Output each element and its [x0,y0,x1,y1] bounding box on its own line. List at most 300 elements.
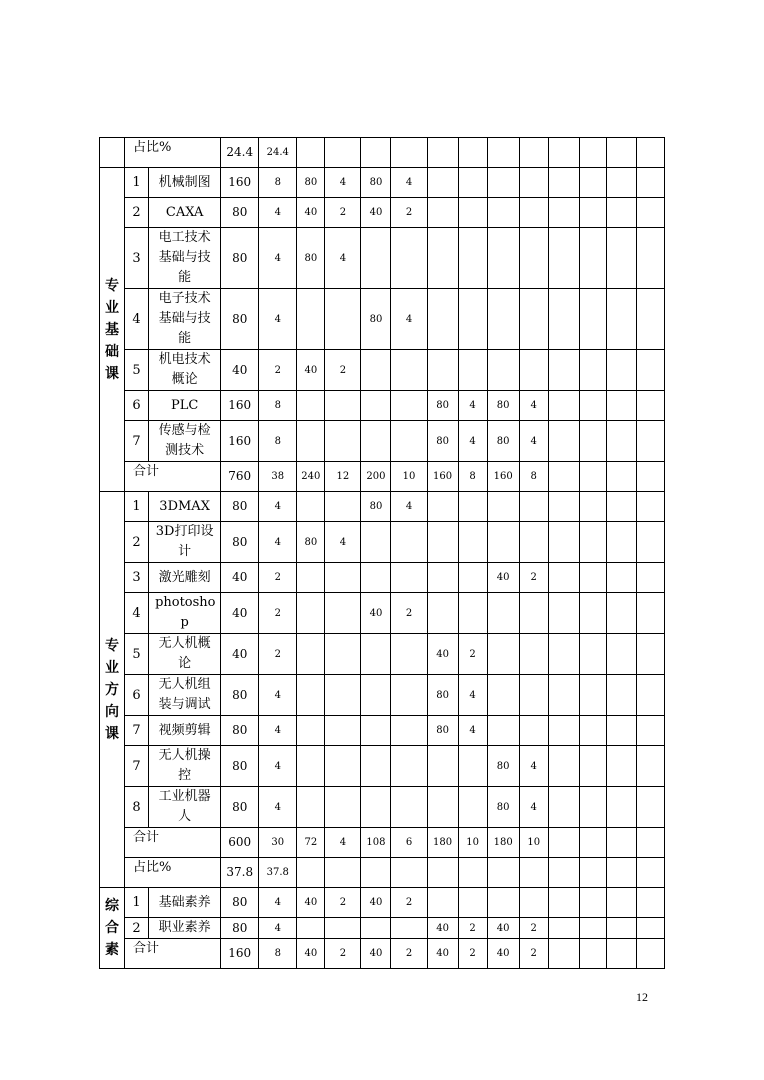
hours-cell [579,787,606,828]
course-name: 无人机概 论 [149,634,221,675]
row-index: 2 [125,918,149,939]
hours-cell [519,716,548,746]
total-row [100,462,665,492]
hours-cell: 4 [259,746,297,787]
hours-cell: 4 [325,168,361,198]
hours-cell: 108 [361,828,391,858]
table-row [100,746,665,787]
empty-cell [579,138,606,168]
row-index: 2 [125,522,149,563]
hours-cell [458,198,487,228]
hours-cell [458,522,487,563]
hours-cell [519,492,548,522]
hours-cell [427,593,458,634]
empty-cell [458,858,487,888]
hours-cell [606,828,636,858]
hours-cell: 8 [259,168,297,198]
hours-cell [579,746,606,787]
course-hours-table [99,137,665,969]
category-cell: 专 业 基 础 课 [100,168,125,492]
hours-cell [636,634,664,675]
hours-cell: 80 [221,492,259,522]
hours-cell [391,421,427,462]
empty-cell [519,138,548,168]
empty-cell [391,858,427,888]
row-index: 1 [125,168,149,198]
course-name: 传感与检 测技术 [149,421,221,462]
table-row [100,675,665,716]
hours-cell [391,563,427,593]
ratio-row [100,138,665,168]
hours-cell: 2 [458,918,487,939]
hours-cell: 2 [259,634,297,675]
hours-cell: 80 [221,675,259,716]
empty-cell [487,138,519,168]
hours-cell: 10 [519,828,548,858]
hours-cell: 4 [259,198,297,228]
hours-cell: 2 [391,939,427,969]
hours-cell [548,563,579,593]
hours-cell [427,746,458,787]
hours-cell: 80 [361,289,391,350]
hours-cell: 4 [391,492,427,522]
hours-cell [458,168,487,198]
hours-cell [548,888,579,918]
hours-cell [579,522,606,563]
hours-cell [579,888,606,918]
hours-cell [297,918,325,939]
hours-cell: 80 [221,716,259,746]
hours-cell [548,593,579,634]
hours-cell: 80 [427,391,458,421]
hours-cell: 4 [458,391,487,421]
hours-cell [391,350,427,391]
total-label: 合计 [125,462,221,492]
hours-cell [636,787,664,828]
hours-cell [325,716,361,746]
row-index: 7 [125,746,149,787]
hours-cell [519,198,548,228]
hours-cell: 80 [297,228,325,289]
hours-cell: 10 [391,462,427,492]
hours-cell: 2 [458,634,487,675]
hours-cell [606,675,636,716]
hours-cell: 40 [361,593,391,634]
course-name: 电子技术 基础与技 能 [149,289,221,350]
hours-cell [606,350,636,391]
hours-cell: 2 [325,350,361,391]
hours-cell [606,168,636,198]
hours-cell: 4 [259,888,297,918]
hours-cell [458,350,487,391]
hours-cell [427,888,458,918]
hours-cell [519,634,548,675]
hours-cell [636,888,664,918]
hours-cell [548,350,579,391]
hours-cell: 80 [487,391,519,421]
row-index: 4 [125,593,149,634]
row-index: 7 [125,716,149,746]
table-row [100,593,665,634]
ratio-row [100,858,665,888]
hours-cell [325,289,361,350]
hours-cell [487,634,519,675]
hours-cell [325,746,361,787]
hours-cell: 12 [325,462,361,492]
page-number: 12 [636,990,648,1004]
hours-cell [297,787,325,828]
category-cell: 综 合 素 [100,888,125,969]
hours-cell: 160 [487,462,519,492]
hours-cell [636,462,664,492]
hours-cell [391,391,427,421]
table-row [100,787,665,828]
hours-cell [297,746,325,787]
hours-cell [548,168,579,198]
course-name: 工业机器 人 [149,787,221,828]
hours-cell: 8 [259,421,297,462]
hours-cell: 40 [221,634,259,675]
hours-cell [579,716,606,746]
hours-cell [579,492,606,522]
empty-cell [458,138,487,168]
hours-cell [579,421,606,462]
hours-cell [548,675,579,716]
hours-cell: 80 [221,289,259,350]
hours-cell: 2 [325,939,361,969]
hours-cell: 180 [427,828,458,858]
total-label: 合计 [125,828,221,858]
hours-cell: 80 [487,746,519,787]
hours-cell: 40 [297,198,325,228]
hours-cell [519,228,548,289]
hours-cell [487,675,519,716]
hours-cell [606,492,636,522]
hours-cell [606,228,636,289]
hours-cell [458,787,487,828]
hours-cell: 4 [259,787,297,828]
hours-cell [636,391,664,421]
row-index: 6 [125,391,149,421]
hours-cell [325,492,361,522]
empty-cell [548,138,579,168]
hours-cell [458,289,487,350]
category-cell-empty [100,138,125,168]
hours-cell: 2 [391,593,427,634]
table-row [100,563,665,593]
hours-cell [361,918,391,939]
hours-cell: 4 [391,289,427,350]
hours-cell [487,350,519,391]
hours-cell: 40 [487,918,519,939]
hours-cell [636,939,664,969]
hours-cell: 40 [361,198,391,228]
hours-cell [636,593,664,634]
empty-cell [297,138,325,168]
hours-cell [606,716,636,746]
hours-cell [606,939,636,969]
hours-cell [325,563,361,593]
hours-cell [361,522,391,563]
hours-cell: 72 [297,828,325,858]
table-row [100,350,665,391]
hours-cell: 80 [427,716,458,746]
hours-cell [458,593,487,634]
hours-cell: 40 [297,350,325,391]
course-name: 无人机操 控 [149,746,221,787]
category-cell: 专 业 方 向 课 [100,492,125,888]
hours-cell: 4 [458,675,487,716]
hours-cell [361,391,391,421]
hours-cell [361,716,391,746]
hours-cell: 80 [221,746,259,787]
course-name: 激光雕刻 [149,563,221,593]
course-name: photosho p [149,593,221,634]
hours-cell [297,634,325,675]
hours-cell: 80 [221,522,259,563]
hours-cell [297,492,325,522]
hours-cell [579,391,606,421]
hours-cell: 4 [325,522,361,563]
hours-cell [636,492,664,522]
hours-cell [636,522,664,563]
hours-cell [487,716,519,746]
hours-cell [487,522,519,563]
hours-cell [548,634,579,675]
hours-cell: 40 [361,939,391,969]
hours-cell [361,350,391,391]
empty-cell [606,858,636,888]
hours-cell: 2 [519,939,548,969]
row-index: 3 [125,563,149,593]
hours-cell: 4 [259,918,297,939]
hours-cell [487,289,519,350]
hours-cell [427,787,458,828]
hours-cell: 4 [458,421,487,462]
hours-cell [579,593,606,634]
hours-cell: 40 [487,563,519,593]
hours-cell [427,228,458,289]
table-row [100,421,665,462]
table-row [100,289,665,350]
hours-cell [391,746,427,787]
hours-cell [548,828,579,858]
table-row [100,918,665,939]
hours-cell: 40 [221,563,259,593]
hours-cell [606,289,636,350]
hours-cell [427,289,458,350]
hours-cell [325,918,361,939]
hours-cell: 2 [519,918,548,939]
total-row [100,939,665,969]
hours-cell: 160 [221,421,259,462]
hours-cell [325,421,361,462]
hours-cell: 760 [221,462,259,492]
hours-cell [636,828,664,858]
hours-cell [548,746,579,787]
hours-cell [325,593,361,634]
hours-cell [606,198,636,228]
row-index: 6 [125,675,149,716]
hours-cell [606,421,636,462]
table-row [100,888,665,918]
hours-cell [606,918,636,939]
hours-cell [579,168,606,198]
hours-cell: 2 [259,593,297,634]
ratio-value: 37.8 [221,858,259,888]
ratio-value: 24.4 [221,138,259,168]
ratio-label: 占比% [125,858,221,888]
hours-cell: 4 [259,522,297,563]
course-name: CAXA [149,198,221,228]
empty-cell [636,138,664,168]
hours-cell [391,716,427,746]
hours-cell [519,168,548,198]
empty-cell [519,858,548,888]
hours-cell [548,462,579,492]
hours-cell [297,716,325,746]
hours-cell: 80 [297,522,325,563]
course-name: PLC [149,391,221,421]
hours-cell [636,289,664,350]
hours-cell [579,563,606,593]
hours-cell: 160 [221,391,259,421]
hours-cell: 2 [391,198,427,228]
hours-cell [458,492,487,522]
hours-cell [548,198,579,228]
hours-cell: 10 [458,828,487,858]
table-row [100,492,665,522]
hours-cell [579,350,606,391]
hours-cell [361,421,391,462]
hours-cell: 180 [487,828,519,858]
hours-cell [391,675,427,716]
hours-cell: 40 [221,350,259,391]
hours-cell [548,918,579,939]
hours-cell [361,634,391,675]
empty-cell [391,138,427,168]
hours-cell: 40 [427,918,458,939]
empty-cell [636,858,664,888]
hours-cell [325,391,361,421]
hours-cell: 4 [259,716,297,746]
hours-cell: 160 [221,939,259,969]
total-row [100,828,665,858]
hours-cell [487,198,519,228]
hours-cell: 4 [325,228,361,289]
hours-cell [487,492,519,522]
hours-cell [427,350,458,391]
empty-cell [548,858,579,888]
hours-cell [391,228,427,289]
total-label: 合计 [125,939,221,969]
hours-cell [297,675,325,716]
row-index: 5 [125,634,149,675]
hours-cell [487,168,519,198]
hours-cell [579,939,606,969]
hours-cell: 160 [427,462,458,492]
hours-cell: 4 [519,421,548,462]
hours-cell [391,918,427,939]
hours-cell [391,787,427,828]
hours-cell: 80 [221,787,259,828]
hours-cell: 40 [487,939,519,969]
table-row [100,716,665,746]
hours-cell [427,522,458,563]
hours-cell: 240 [297,462,325,492]
hours-cell [579,918,606,939]
course-name: 机械制图 [149,168,221,198]
hours-cell [519,675,548,716]
hours-cell: 80 [221,888,259,918]
hours-cell [361,787,391,828]
table-row [100,228,665,289]
table-body [100,138,665,969]
hours-cell: 4 [325,828,361,858]
hours-cell [519,593,548,634]
hours-cell [361,563,391,593]
hours-cell [606,391,636,421]
table-row [100,168,665,198]
hours-cell: 4 [391,168,427,198]
hours-cell: 80 [221,228,259,289]
hours-cell [458,228,487,289]
hours-cell: 80 [487,787,519,828]
hours-cell: 2 [325,198,361,228]
hours-cell [548,522,579,563]
hours-cell: 2 [259,350,297,391]
hours-cell [325,634,361,675]
row-index: 1 [125,888,149,918]
hours-cell: 8 [458,462,487,492]
hours-cell: 80 [427,421,458,462]
hours-cell [579,228,606,289]
hours-cell [606,563,636,593]
hours-cell [606,634,636,675]
hours-cell [325,787,361,828]
hours-cell [361,228,391,289]
hours-cell [579,198,606,228]
hours-cell [548,787,579,828]
course-name: 机电技术 概论 [149,350,221,391]
hours-cell [579,462,606,492]
hours-cell [636,716,664,746]
hours-cell [579,289,606,350]
hours-cell [636,918,664,939]
empty-cell [361,858,391,888]
table-row [100,391,665,421]
ratio-value: 37.8 [259,858,297,888]
hours-cell: 4 [519,391,548,421]
hours-cell [427,198,458,228]
hours-cell [297,563,325,593]
hours-cell [636,675,664,716]
hours-cell [606,888,636,918]
hours-cell [325,675,361,716]
hours-cell: 80 [221,198,259,228]
hours-cell [548,939,579,969]
hours-cell [458,888,487,918]
hours-cell [606,746,636,787]
hours-cell: 40 [427,939,458,969]
hours-cell: 80 [221,918,259,939]
table-row [100,522,665,563]
hours-cell: 4 [259,289,297,350]
hours-cell [519,350,548,391]
hours-cell [458,563,487,593]
empty-cell [427,858,458,888]
hours-cell [297,421,325,462]
